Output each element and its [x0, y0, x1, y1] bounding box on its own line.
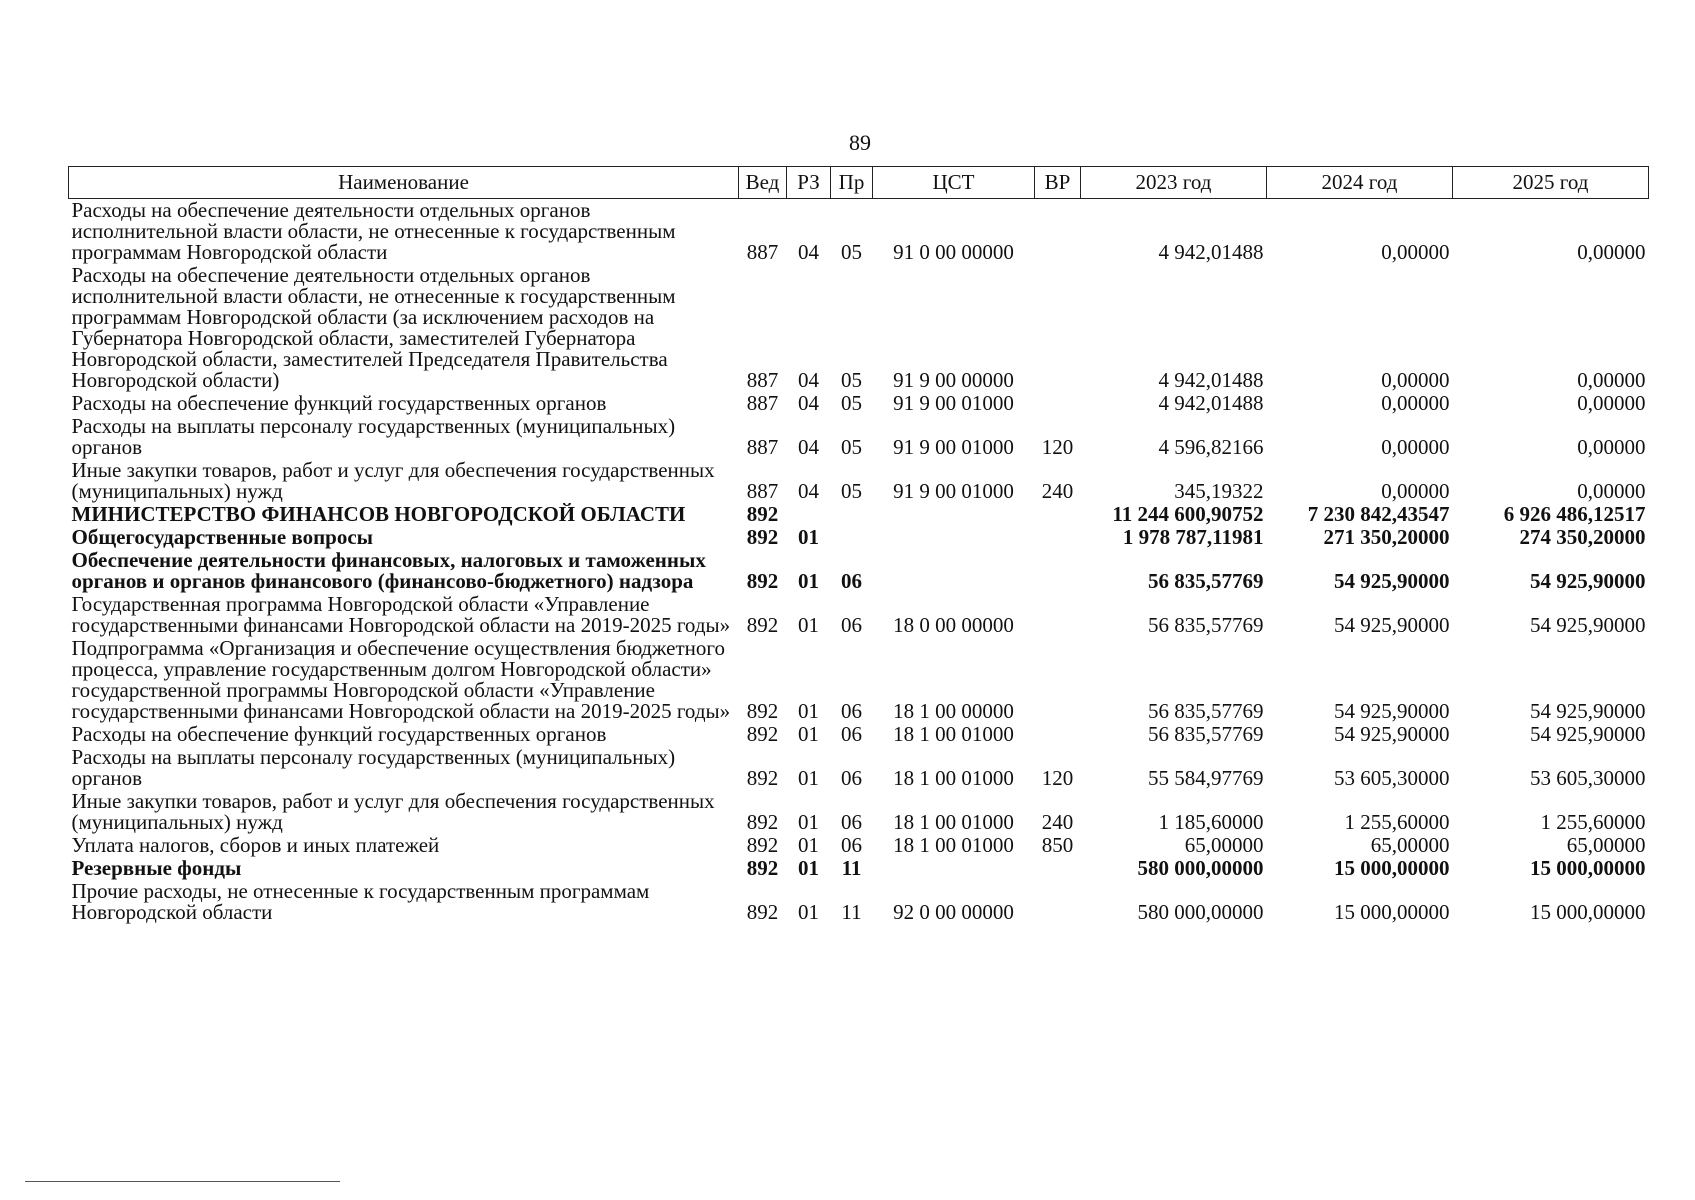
row-pr: 06 [841, 699, 862, 723]
row-pr: 06 [841, 766, 862, 790]
row-cst: 91 9 00 01000 [893, 479, 1014, 503]
row-name: Резервные фонды [71, 856, 242, 880]
row-name: Расходы на обеспечение деятельности отдельных органов исполнительной власти области, не отнесенные к государственным программам Новгородской области (за исключением расходов на Губернатора Новгородской области, заместителей Губернатора Новгородской области, заместителей Председателя Правительства Новгородской области) [71, 263, 676, 392]
row-rz: 04 [798, 391, 819, 415]
row-rz: 01 [798, 900, 819, 924]
row-cst: 18 1 00 01000 [893, 722, 1014, 746]
row-cst: 92 0 00 00000 [893, 900, 1014, 924]
row-amount-2023: 4 942,01488 [1158, 368, 1264, 392]
row-pr: 06 [841, 613, 862, 637]
row-vr [1035, 857, 1081, 880]
row-cst [873, 549, 1035, 593]
row-amount-2024: 7 230 842,43547 [1307, 502, 1450, 526]
header-pr: Пр [831, 167, 873, 199]
row-ved: 892 [746, 722, 779, 746]
footer-divider [25, 1181, 340, 1182]
row-name: Расходы на выплаты персоналу государственных (муниципальных) органов [71, 745, 676, 790]
row-vr: 850 [1041, 833, 1074, 857]
row-amount-2025: 0,00000 [1577, 368, 1646, 392]
row-ved: 892 [746, 833, 779, 857]
row-amount-2025: 54 925,90000 [1530, 722, 1646, 746]
row-pr: 05 [841, 435, 862, 459]
row-vr [1035, 503, 1081, 526]
row-rz: 01 [798, 810, 819, 834]
row-ved: 887 [746, 240, 779, 264]
row-amount-2023: 11 244 600,90752 [1112, 502, 1264, 526]
row-amount-2023: 580 000,00000 [1137, 900, 1264, 924]
row-vr [1035, 264, 1081, 392]
row-rz: 04 [798, 435, 819, 459]
table-row [69, 790, 1649, 834]
row-amount-2025: 6 926 486,12517 [1503, 502, 1646, 526]
row-name: Иные закупки товаров, работ и услуг для обеспечения государственных (муниципальных) нужд [71, 789, 715, 834]
row-cst: 91 0 00 00000 [893, 240, 1014, 264]
row-rz: 01 [798, 613, 819, 637]
row-amount-2023: 56 835,57769 [1148, 699, 1264, 723]
row-name: Уплата налогов, сборов и иных платежей [71, 833, 440, 857]
table-row [69, 880, 1649, 924]
row-amount-2023: 56 835,57769 [1148, 613, 1264, 637]
row-cst [873, 503, 1035, 526]
table-row [69, 459, 1649, 503]
row-vr: 240 [1041, 479, 1074, 503]
row-amount-2024: 0,00000 [1381, 479, 1450, 503]
row-ved: 887 [746, 479, 779, 503]
row-pr: 05 [841, 368, 862, 392]
row-pr: 05 [841, 479, 862, 503]
row-name: Расходы на обеспечение функций государственных органов [71, 722, 607, 746]
table-row [69, 264, 1649, 392]
row-rz: 01 [798, 722, 819, 746]
row-amount-2024: 54 925,90000 [1334, 722, 1450, 746]
table-header-row [69, 167, 1649, 199]
row-amount-2023: 1 978 787,11981 [1122, 525, 1264, 549]
row-amount-2025: 0,00000 [1577, 435, 1646, 459]
row-amount-2025: 274 350,20000 [1519, 525, 1646, 549]
row-name: Обеспечение деятельности финансовых, налоговых и таможенных органов и органов финансового (финансово-бюджетного) надзора [71, 548, 706, 593]
row-rz: 01 [798, 856, 819, 880]
row-rz: 01 [798, 833, 819, 857]
row-rz: 01 [798, 699, 819, 723]
row-amount-2023: 55 584,97769 [1148, 766, 1264, 790]
header-rz: РЗ [787, 167, 831, 199]
table-row [69, 637, 1649, 723]
table-row [69, 746, 1649, 790]
row-rz: 01 [798, 766, 819, 790]
row-name: Подпрограмма «Организация и обеспечение осуществления бюджетного процесса, управление государственным долгом Новгородской области» государственной программы Новгородской области «Управление государственными финансами Новгородской области на 2019-2025 годы» [71, 636, 731, 723]
row-amount-2024: 15 000,00000 [1334, 856, 1450, 880]
row-amount-2024: 65,00000 [1370, 833, 1450, 857]
row-name: Прочие расходы, не отнесенные к государственным программам Новгородской области [71, 879, 650, 924]
row-amount-2025: 0,00000 [1577, 391, 1646, 415]
row-amount-2025: 15 000,00000 [1530, 900, 1646, 924]
row-amount-2024: 1 255,60000 [1344, 810, 1450, 834]
row-rz: 01 [798, 525, 819, 549]
row-ved: 892 [746, 569, 779, 593]
row-pr: 06 [841, 569, 862, 593]
row-amount-2023: 580 000,00000 [1137, 856, 1264, 880]
table-row [69, 392, 1649, 415]
row-name: Расходы на обеспечение деятельности отдельных органов исполнительной власти области, не отнесенные к государственным программам Новгородской области [71, 198, 676, 264]
row-amount-2025: 54 925,90000 [1530, 699, 1646, 723]
row-cst: 91 9 00 00000 [893, 368, 1014, 392]
row-name: Расходы на обеспечение функций государственных органов [71, 391, 607, 415]
row-amount-2024: 54 925,90000 [1334, 613, 1450, 637]
row-amount-2025: 54 925,90000 [1530, 569, 1646, 593]
table-row [69, 549, 1649, 593]
row-vr [1035, 526, 1081, 549]
row-vr: 120 [1041, 766, 1074, 790]
row-cst [873, 526, 1035, 549]
row-cst: 18 1 00 00000 [893, 699, 1014, 723]
row-name: Расходы на выплаты персоналу государственных (муниципальных) органов [71, 414, 676, 459]
row-vr [1035, 549, 1081, 593]
row-name: МИНИСТЕРСТВО ФИНАНСОВ НОВГОРОДСКОЙ ОБЛАСТИ [71, 502, 686, 526]
row-rz [787, 503, 831, 526]
row-name: Иные закупки товаров, работ и услуг для обеспечения государственных (муниципальных) нужд [71, 458, 715, 503]
row-amount-2024: 54 925,90000 [1334, 699, 1450, 723]
table-row [69, 723, 1649, 746]
row-rz: 04 [798, 240, 819, 264]
row-amount-2025: 0,00000 [1577, 240, 1646, 264]
table-row [69, 503, 1649, 526]
row-amount-2023: 4 596,82166 [1158, 435, 1264, 459]
row-amount-2024: 271 350,20000 [1323, 525, 1450, 549]
row-cst: 91 9 00 01000 [893, 435, 1014, 459]
row-vr: 240 [1041, 810, 1074, 834]
row-vr [1035, 392, 1081, 415]
row-pr: 06 [841, 833, 862, 857]
row-ved: 892 [746, 699, 779, 723]
table-row [69, 415, 1649, 459]
row-amount-2025: 53 605,30000 [1530, 766, 1646, 790]
row-amount-2024: 15 000,00000 [1334, 900, 1450, 924]
row-pr: 11 [841, 900, 862, 924]
row-amount-2023: 65,00000 [1184, 833, 1264, 857]
row-amount-2024: 0,00000 [1381, 368, 1450, 392]
row-amount-2025: 65,00000 [1566, 833, 1646, 857]
row-amount-2024: 0,00000 [1381, 391, 1450, 415]
header-name: Наименование [69, 167, 739, 199]
row-amount-2025: 1 255,60000 [1540, 810, 1646, 834]
row-amount-2024: 0,00000 [1381, 435, 1450, 459]
row-amount-2024: 54 925,90000 [1334, 569, 1450, 593]
header-2025: 2025 год [1453, 167, 1649, 199]
row-ved: 892 [746, 766, 779, 790]
row-amount-2023: 56 835,57769 [1148, 569, 1264, 593]
row-ved: 887 [746, 391, 779, 415]
row-vr [1035, 637, 1081, 723]
row-cst: 18 0 00 00000 [893, 613, 1014, 637]
header-cst: ЦСТ [873, 167, 1035, 199]
row-amount-2025: 15 000,00000 [1530, 856, 1646, 880]
header-ved: Вед [739, 167, 787, 199]
row-pr: 11 [841, 856, 862, 880]
row-vr: 120 [1041, 435, 1074, 459]
page-number: 89 [849, 130, 871, 155]
row-amount-2024: 53 605,30000 [1334, 766, 1450, 790]
row-name: Государственная программа Новгородской области «Управление государственными финансами Новгородской области на 2019-2025 годы» [71, 592, 731, 637]
row-vr [1035, 199, 1081, 265]
row-cst: 18 1 00 01000 [893, 833, 1014, 857]
row-pr: 06 [841, 810, 862, 834]
row-pr: 06 [841, 722, 862, 746]
row-vr [1035, 880, 1081, 924]
table-row [69, 526, 1649, 549]
budget-table [68, 166, 1649, 924]
row-pr: 05 [841, 240, 862, 264]
row-amount-2025: 54 925,90000 [1530, 613, 1646, 637]
row-cst: 18 1 00 01000 [893, 810, 1014, 834]
header-2024: 2024 год [1267, 167, 1453, 199]
row-pr [831, 526, 873, 549]
row-pr [831, 503, 873, 526]
header-vr: ВР [1035, 167, 1081, 199]
row-ved: 887 [746, 435, 779, 459]
row-ved: 892 [746, 810, 779, 834]
row-vr [1035, 593, 1081, 637]
row-ved: 892 [746, 525, 779, 549]
row-ved: 887 [746, 368, 779, 392]
row-amount-2023: 345,19322 [1174, 479, 1264, 503]
row-rz: 04 [798, 368, 819, 392]
row-pr: 05 [841, 391, 862, 415]
row-ved: 892 [746, 502, 779, 526]
row-amount-2023: 1 185,60000 [1158, 810, 1264, 834]
header-2023: 2023 год [1081, 167, 1267, 199]
table-row [69, 199, 1649, 265]
row-ved: 892 [746, 856, 779, 880]
row-amount-2025: 0,00000 [1577, 479, 1646, 503]
table-row [69, 593, 1649, 637]
row-cst: 18 1 00 01000 [893, 766, 1014, 790]
row-ved: 892 [746, 613, 779, 637]
row-amount-2023: 56 835,57769 [1148, 722, 1264, 746]
row-cst: 91 9 00 01000 [893, 391, 1014, 415]
table-body [69, 199, 1649, 925]
row-ved: 892 [746, 900, 779, 924]
row-name: Общегосударственные вопросы [71, 525, 374, 549]
row-vr [1035, 723, 1081, 746]
row-rz: 04 [798, 479, 819, 503]
table-row [69, 857, 1649, 880]
row-cst [873, 857, 1035, 880]
row-amount-2024: 0,00000 [1381, 240, 1450, 264]
row-rz: 01 [798, 569, 819, 593]
table-row [69, 834, 1649, 857]
row-amount-2023: 4 942,01488 [1158, 240, 1264, 264]
row-amount-2023: 4 942,01488 [1158, 391, 1264, 415]
